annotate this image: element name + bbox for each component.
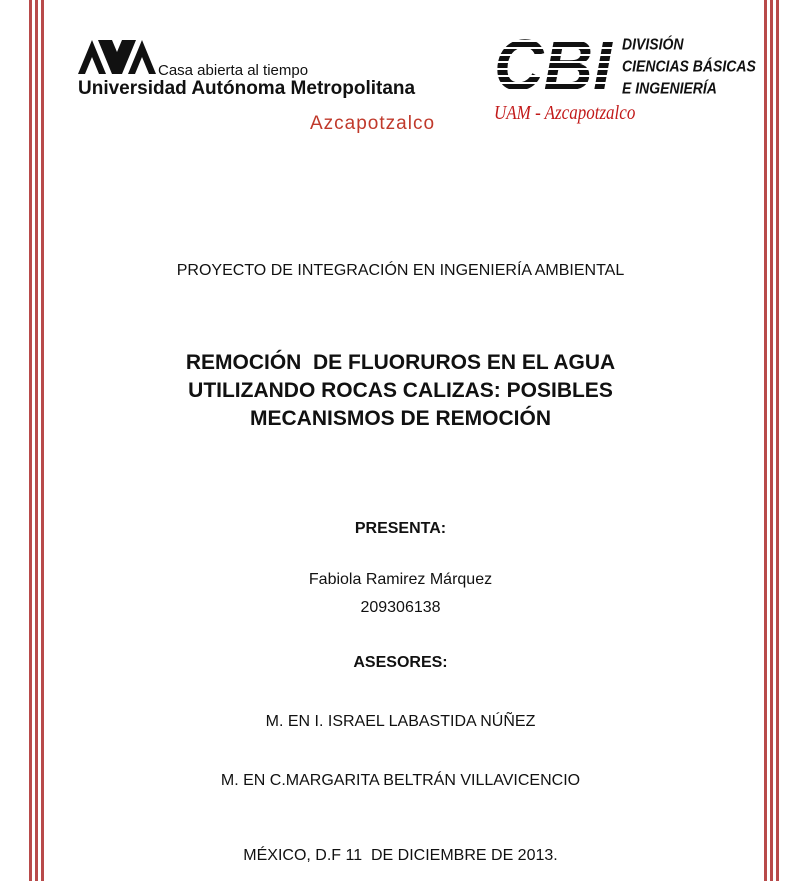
student-id: 209306138 bbox=[360, 599, 441, 616]
cbi-line-ingenieria: E INGENIERÍA bbox=[622, 79, 717, 97]
left-border-outer bbox=[29, 0, 32, 881]
uam-tagline: Casa abierta al tiempo bbox=[158, 62, 309, 79]
left-border-inner bbox=[41, 0, 44, 881]
uam-campus-name: Azcapotzalco bbox=[310, 113, 436, 134]
presenta-label: PRESENTA: bbox=[354, 520, 447, 537]
advisor-1: M. EN I. ISRAEL LABASTIDA NÚÑEZ bbox=[265, 713, 536, 730]
cbi-line-ciencias: CIENCIAS BÁSICAS bbox=[622, 57, 756, 75]
asesores-label: ASESORES: bbox=[353, 654, 448, 671]
advisor-2: M. EN C.MARGARITA BELTRÁN VILLAVICENCIO bbox=[220, 772, 581, 789]
place-date: MÉXICO, D.F 11 DE DICIEMBRE DE 2013. bbox=[243, 847, 558, 864]
right-border-outer bbox=[776, 0, 779, 881]
cbi-logo-letters bbox=[492, 28, 614, 98]
cbi-letters-text: CBI bbox=[494, 28, 614, 98]
document-title-line-2: UTILIZANDO ROCAS CALIZAS: POSIBLES bbox=[188, 379, 613, 402]
uam-logo-mark bbox=[78, 40, 156, 74]
right-border-inner bbox=[764, 0, 767, 881]
author-name: Fabiola Ramirez Márquez bbox=[308, 571, 493, 588]
document-title-line-1: REMOCIÓN DE FLUORUROS EN EL AGUA bbox=[185, 351, 616, 374]
cbi-subtitle: UAM - Azcapotzalco bbox=[494, 102, 636, 124]
document-title-line-3: MECANISMOS DE REMOCIÓN bbox=[249, 407, 551, 430]
left-border-middle bbox=[35, 0, 38, 881]
right-border-middle bbox=[770, 0, 773, 881]
project-type: PROYECTO DE INTEGRACIÓN EN INGENIERÍA AMBIENTAL bbox=[176, 262, 625, 279]
uam-university-name: Universidad Autónoma Metropolitana bbox=[78, 78, 416, 99]
cbi-line-division: DIVISIÓN bbox=[622, 35, 684, 53]
